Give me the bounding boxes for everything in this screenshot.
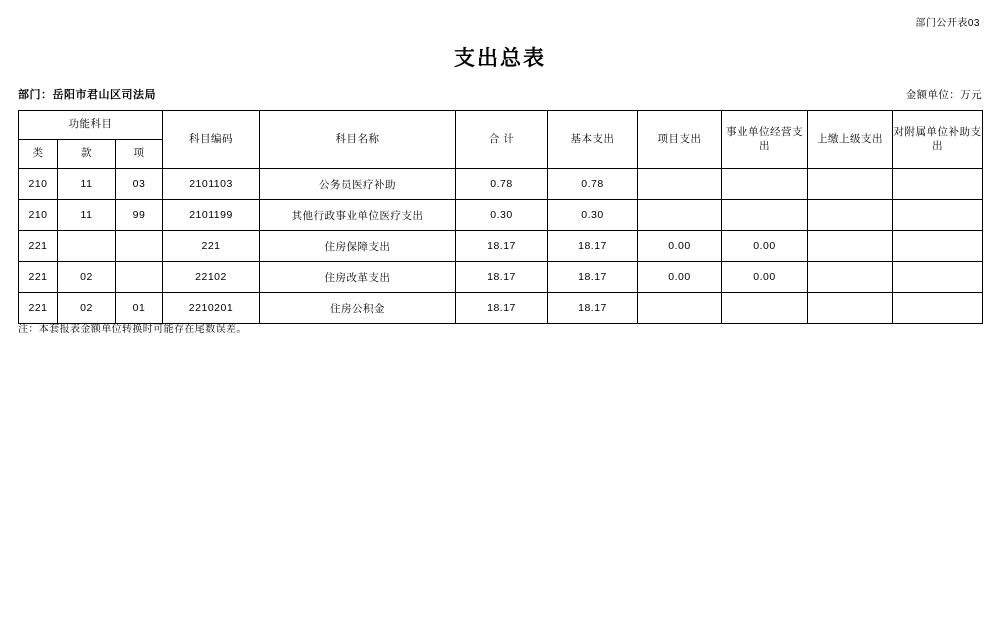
table-row [19, 200, 983, 231]
amount-unit-label: 金额单位：万元 [905, 89, 982, 101]
page-title: 支出总表 [454, 46, 546, 70]
col-group-functional-subject: 功能科目 [19, 111, 163, 140]
cell-basic: 0.30 [548, 200, 638, 231]
cell-subsidy [893, 231, 983, 262]
cell-xiang [116, 262, 163, 293]
cell-project: 0.00 [638, 231, 722, 262]
cell-lei: 210 [19, 169, 58, 200]
cell-name: 住房保障支出 [260, 231, 456, 262]
cell-business: 0.00 [722, 231, 808, 262]
cell-business [722, 293, 808, 324]
table-body [19, 169, 983, 324]
cell-business [722, 169, 808, 200]
col-upper-level-expenditure: 上缴上级支出 [808, 111, 893, 169]
cell-kuan: 11 [58, 169, 116, 200]
table-row [19, 231, 983, 262]
cell-xiang: 03 [116, 169, 163, 200]
col-total: 合 计 [456, 111, 548, 169]
cell-kuan: 11 [58, 200, 116, 231]
table-row [19, 169, 983, 200]
cell-total: 18.17 [456, 231, 548, 262]
cell-total: 0.78 [456, 169, 548, 200]
col-subsidiary-subsidy-expenditure: 对附属单位补助支出 [893, 111, 983, 169]
cell-subsidy [893, 169, 983, 200]
cell-basic: 18.17 [548, 262, 638, 293]
table-head [19, 111, 983, 169]
cell-kuan: 02 [58, 262, 116, 293]
col-basic-expenditure: 基本支出 [548, 111, 638, 169]
cell-upper [808, 200, 893, 231]
meta-row [18, 86, 982, 102]
col-project-expenditure: 项目支出 [638, 111, 722, 169]
col-kuan: 款 [58, 140, 116, 169]
cell-upper [808, 293, 893, 324]
cell-project: 0.00 [638, 262, 722, 293]
cell-lei: 210 [19, 200, 58, 231]
cell-subsidy [893, 262, 983, 293]
col-subject-name: 科目名称 [260, 111, 456, 169]
cell-code: 2101199 [163, 200, 260, 231]
cell-upper [808, 169, 893, 200]
cell-name: 其他行政事业单位医疗支出 [260, 200, 456, 231]
cell-upper [808, 262, 893, 293]
cell-code: 2101103 [163, 169, 260, 200]
cell-name: 住房公积金 [260, 293, 456, 324]
col-business-expenditure: 事业单位经营支出 [722, 111, 808, 169]
form-code-label: 部门公开表03 [915, 18, 980, 29]
cell-basic: 18.17 [548, 231, 638, 262]
cell-code: 22102 [163, 262, 260, 293]
table-footnote: 注：本套报表金额单位转换时可能存在尾数误差。 [18, 324, 247, 335]
cell-project [638, 293, 722, 324]
cell-business [722, 200, 808, 231]
cell-xiang: 01 [116, 293, 163, 324]
cell-project [638, 200, 722, 231]
cell-code: 221 [163, 231, 260, 262]
cell-lei: 221 [19, 293, 58, 324]
table-row [19, 293, 983, 324]
cell-project [638, 169, 722, 200]
cell-basic: 18.17 [548, 293, 638, 324]
cell-business: 0.00 [722, 262, 808, 293]
cell-total: 18.17 [456, 293, 548, 324]
cell-kuan: 02 [58, 293, 116, 324]
cell-xiang: 99 [116, 200, 163, 231]
cell-upper [808, 231, 893, 262]
cell-kuan [58, 231, 116, 262]
expenditure-summary-table [18, 110, 983, 324]
cell-code: 2210201 [163, 293, 260, 324]
cell-subsidy [893, 200, 983, 231]
table-row [19, 262, 983, 293]
department-label: 部门：岳阳市君山区司法局 [18, 89, 156, 101]
table-header-row-1 [19, 111, 983, 140]
cell-xiang [116, 231, 163, 262]
cell-name: 公务员医疗补助 [260, 169, 456, 200]
cell-total: 18.17 [456, 262, 548, 293]
col-lei: 类 [19, 140, 58, 169]
cell-subsidy [893, 293, 983, 324]
cell-basic: 0.78 [548, 169, 638, 200]
cell-lei: 221 [19, 231, 58, 262]
col-xiang: 项 [116, 140, 163, 169]
cell-name: 住房改革支出 [260, 262, 456, 293]
cell-lei: 221 [19, 262, 58, 293]
cell-total: 0.30 [456, 200, 548, 231]
col-subject-code: 科目编码 [163, 111, 260, 169]
